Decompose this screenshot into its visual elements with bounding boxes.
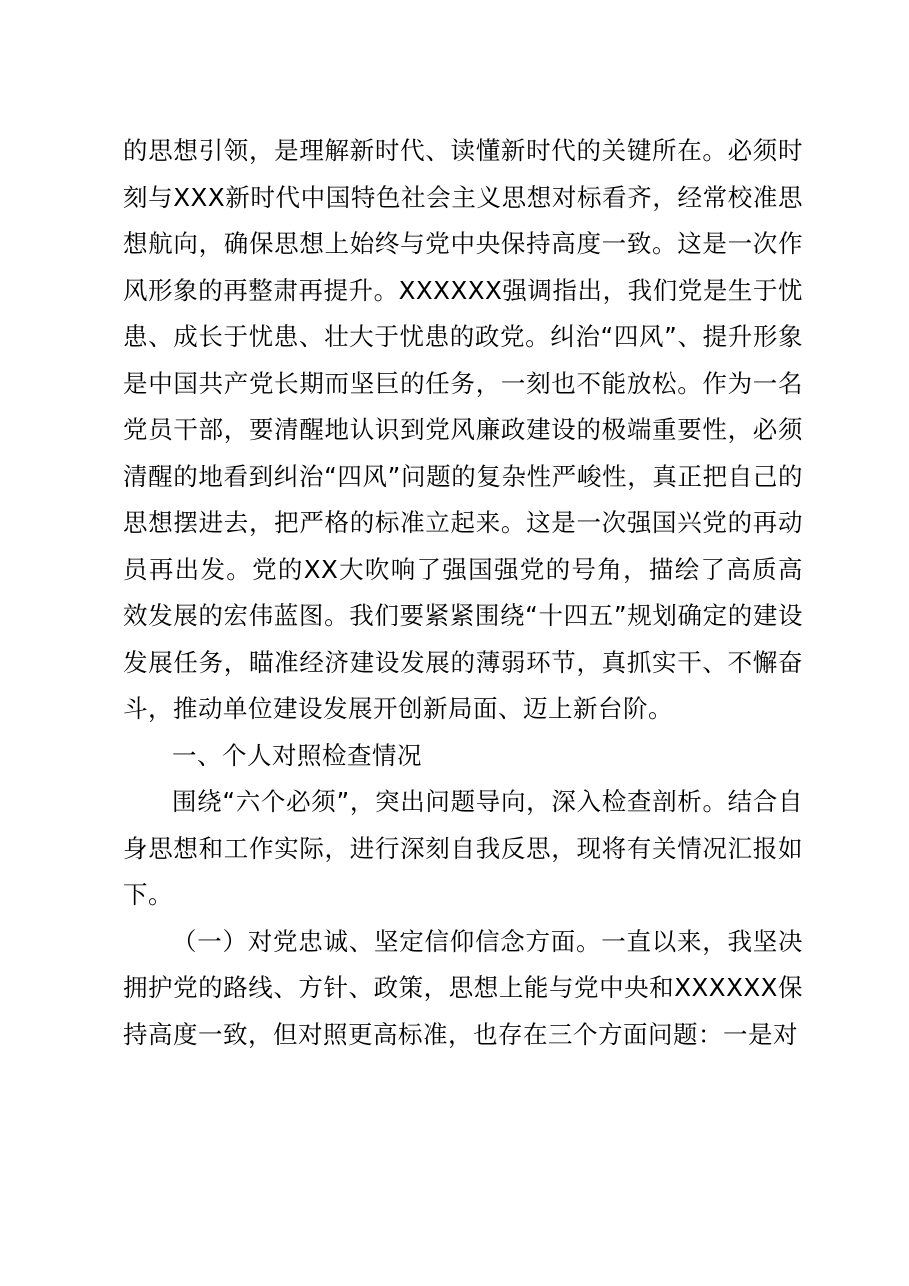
subsection-paragraph: （一）对党忠诚、坚定信仰信念方面。一直以来，我坚决拥护党的路线、方针、政策，思想上能与党中央和XXXXXX保持高度一致，但对照更高标准，也存在三个方面问题：一是对	[123, 926, 803, 1049]
paragraph-intro: 围绕“六个必须”，突出问题导向，深入检查剖析。结合自身思想和工作实际，进行深刻自我反思，现将有关情况汇报如下。	[123, 787, 803, 909]
document-body	[123, 128, 803, 1058]
section-heading: 一、个人对照检查情况	[172, 740, 422, 770]
paragraph-continuation: 的思想引领，是理解新时代、读懂新时代的关键所在。必须时刻与XXX新时代中国特色社会主义思想对标看齐，经常校准思想航向，确保思想上始终与党中央保持高度一致。这是一次作风形象的再整肃再提升。XXXXXX强调指出，我们党是生于忧患、成长于忧患、壮大于忧患的政党。纠治“四风”、提升形象是中国共产党长期而坚巨的任务，一刻也不能放松。作为一名党员干部，要清醒地认识到党风廉政建设的极端重要性，必须清醒的地看到纠治“四风”问题的复杂性严峻性，真正把自己的思想摆进去，把严格的标准立起来。这是一次强国兴党的再动员再出发。党的XX大吹响了强国强党的号角，描绘了高质高效发展的宏伟蓝图。我们要紧紧围绕“十四五”规划确定的建设发展任务，瞄准经济建设发展的薄弱环节，真抓实干、不懈奋斗，推动单位建设发展开创新局面、迈上新台阶。	[123, 136, 803, 723]
